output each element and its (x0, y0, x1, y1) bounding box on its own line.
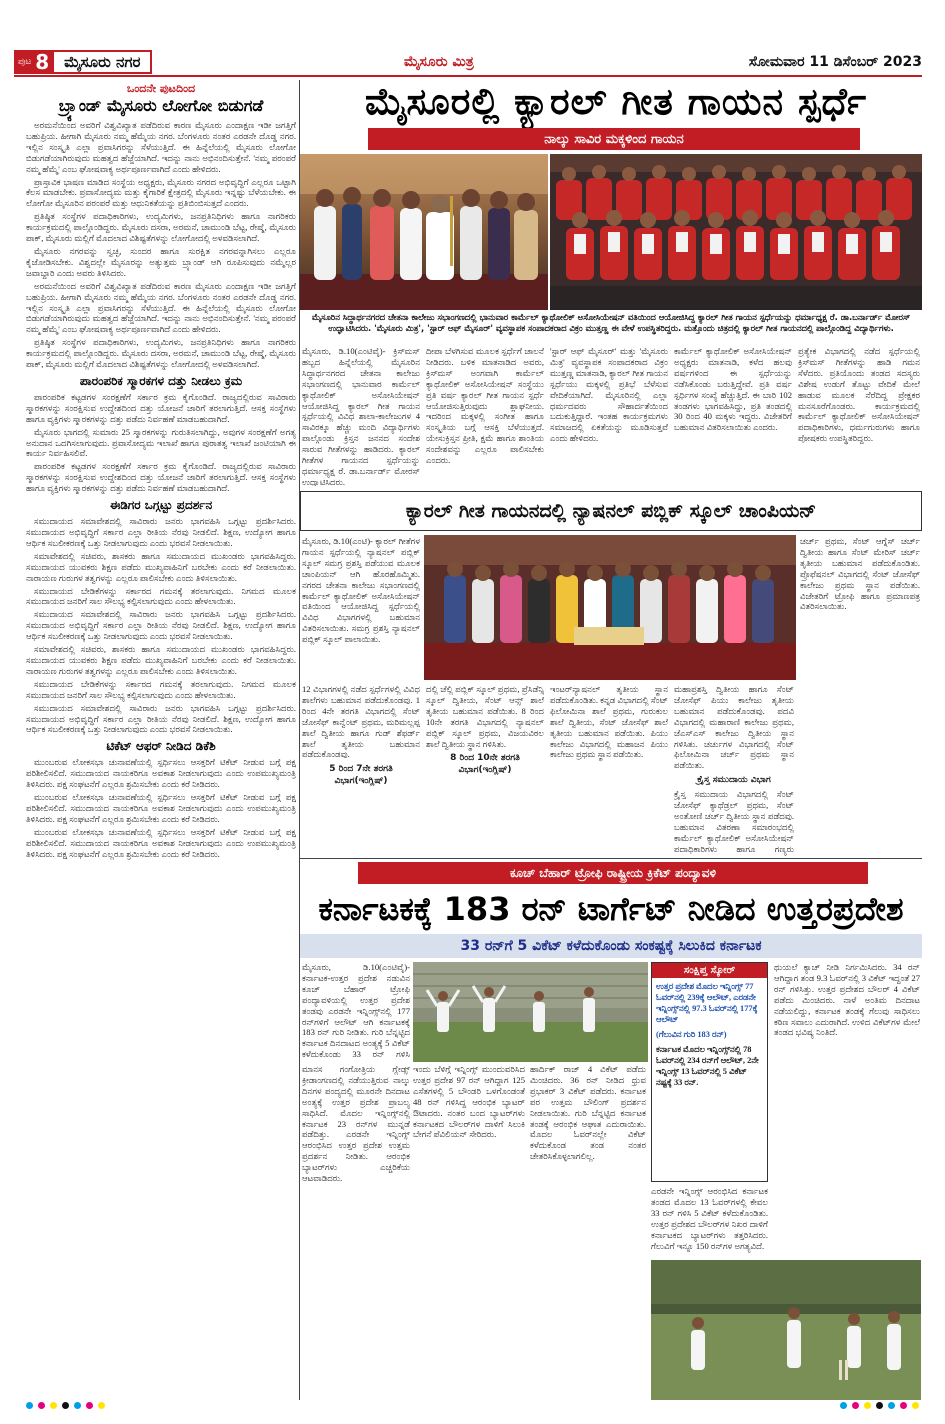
cricket-col-1b: ಮಾನಸ ಗಂಗೋತ್ರಿಯ ಗ್ಲೇಡ್ಸ್ ಕ್ರೀಡಾಂಗಣದಲ್ಲಿ ನಡೆಯುತ್ತಿರುವ ನಾಲ್ಕು ದಿನಗಳ ಪಂದ್ಯದಲ್ಲಿ ಮೂರನೇ ದಿನದಾಟ ಅಂತ್ಯಕ್ಕೆ ಉತ್ತರ ಪ್ರದೇಶ ಪ್ರಾಬಲ್ಯ ಸಾಧಿಸಿದೆ. ಮೊದಲ ಇನ್ನಿಂಗ್ಸ್‌ನಲ್ಲಿ ಕರ್ನಾಟಕ 23 ರನ್‌ಗಳ ಮುನ್ನಡೆ ಪಡೆದಿತ್ತು. ಎರಡನೇ ಇನ್ನಿಂಗ್ಸ್ ಆರಂಭಿಸಿದ ಉತ್ತರ ಪ್ರದೇಶ ಉತ್ತಮ ಪ್ರದರ್ಶನ ನೀಡಿತು. ಆರಂಭಿಕ ಬ್ಯಾಟರ್‌ಗಳು ಎಚ್ಚರಿಕೆಯ ಆಟವಾಡಿದರು. (302, 1064, 410, 1184)
left-headline: ಬ್ರ್ಯಾಂಡ್ ಮೈಸೂರು ಲೋಗೋ ಬಿಡುಗಡೆ (58, 96, 264, 115)
color-dot (26, 1402, 33, 1409)
paragraph: ಸಮಾವೇಶದಲ್ಲಿ ಸಚಿವರು, ಶಾಸಕರು ಹಾಗೂ ಸಮುದಾಯದ ಮುಖಂಡರು ಭಾಗವಹಿಸಿದ್ದರು. ಸಮುದಾಯದ ಯುವಕರು ಶಿಕ್ಷಣ ಪಡೆದು ಮುಖ್ಯವಾಹಿನಿಗೆ ಬರಬೇಕು ಎಂದು ಕರೆ ನೀಡಲಾಯಿತು. ನಾರಾಯಣ ಗುರುಗಳ ತತ್ವಗಳನ್ನು ಎಲ್ಲರೂ ಪಾಲಿಸಬೇಕು ಎಂದು ತಿಳಿಸಲಾಯಿತು. (26, 550, 296, 583)
paragraph: ಮುಂಬರುವ ಲೋಕಸಭಾ ಚುನಾವಣೆಯಲ್ಲಿ ಸ್ಪರ್ಧಿಸಲು ಆಸಕ್ತರಿಗೆ ಟಿಕೆಟ್ ನೀಡುವ ಬಗ್ಗೆ ಪಕ್ಷ ಪರಿಶೀಲಿಸಲಿದೆ. ಸಮುದಾಯದ ನಾಯಕರಿಗೂ ಅವಕಾಶ ನೀಡಲಾಗುವುದು ಎಂದು ಉಪಮುಖ್ಯಮಂತ್ರಿ ತಿಳಿಸಿದರು. ಪಕ್ಷ ಸಂಘಟನೆಗೆ ಎಲ್ಲರೂ ಶ್ರಮಿಸಬೇಕು ಎಂದು ಕರೆ ನೀಡಿದರು. (26, 792, 296, 824)
paragraph: ಸಮಾವೇಶದಲ್ಲಿ ಸಚಿವರು, ಶಾಸಕರು ಹಾಗೂ ಸಮುದಾಯದ ಮುಖಂಡರು ಭಾಗವಹಿಸಿದ್ದರು. ಸಮುದಾಯದ ಯುವಕರು ಶಿಕ್ಷಣ ಪಡೆದು ಮುಖ್ಯವಾಹಿನಿಗೆ ಬರಬೇಕು ಎಂದು ಕರೆ ನೀಡಲಾಯಿತು. ನಾರಾಯಣ ಗುರುಗಳ ತತ್ವಗಳನ್ನು ಎಲ್ಲರೂ ಪಾಲಿಸಬೇಕು ಎಂದು ತಿಳಿಸಲಾಯಿತು. (26, 644, 296, 676)
carol-col-4: ಕಾರ್ಮೆಲ್ ಕ್ಯಾಥೋಲಿಕ್ ಅಸೋಸಿಯೇಷನ್ ಅಧ್ಯಕ್ಷರು ಮಾತನಾಡಿ, ಕಳೆದ ಹಲವು ವರ್ಷಗಳಿಂದ ಈ ಸ್ಪರ್ಧೆಯನ್ನು ನಡೆಸಿಕೊಂಡು ಬರುತ್ತಿದ್ದೇವೆ. ಪ್ರತಿ ವರ್ಷ ಸ್ಪರ್ಧಿಗಳ ಸಂಖ್ಯೆ ಹೆಚ್ಚುತ್ತಿದೆ. ಈ ಬಾರಿ 102 ತಂಡಗಳು ಭಾಗವಹಿಸಿದ್ದು, ಪ್ರತಿ ತಂಡದಲ್ಲಿ 30 ರಿಂದ 40 ಮಕ್ಕಳು ಇದ್ದರು. ವಿಜೇತರಿಗೆ ಬಹುಮಾನ ವಿತರಿಸಲಾಯಿತು ಎಂದರು. (674, 346, 792, 433)
carol-col-3: 'ಸ್ಟಾರ್ ಆಫ್ ಮೈಸೂರ್' ಮತ್ತು 'ಮೈಸೂರು ಮಿತ್ರ' ವ್ಯವಸ್ಥಾಪಕ ಸಂಪಾದಕರಾದ ವಿಕ್ರಂ ಮುತ್ತಣ್ಣ ಮಾತನಾಡಿ, ಕ್ಯಾರಲ್ ಗೀತ ಗಾಯನ ಸ್ಪರ್ಧೆಯು ಮಕ್ಕಳಲ್ಲಿ ಪ್ರತಿಭೆ ಬೆಳೆಸುವ ವೇದಿಕೆಯಾಗಿದೆ. ಮೈಸೂರಿನಲ್ಲಿ ಎಲ್ಲಾ ಧರ್ಮದವರು ಸೌಹಾರ್ದತೆಯಿಂದ ಬದುಕುತ್ತಿದ್ದಾರೆ. ಇಂತಹ ಕಾರ್ಯಕ್ರಮಗಳು ಸಮಾಜದಲ್ಲಿ ಏಕತೆಯನ್ನು ಮೂಡಿಸುತ್ತವೆ ಎಂದು ಹೇಳಿದರು. (550, 346, 668, 444)
color-dot (50, 1402, 57, 1409)
carol-col-5: ಪ್ರತ್ಯೇಕ ವಿಭಾಗದಲ್ಲಿ ನಡೆದ ಸ್ಪರ್ಧೆಯಲ್ಲಿ ಕ್ರಿಸ್‍ಮಸ್ ಗೀತೆಗಳನ್ನು ಹಾಡಿ ಗಮನ ಸೆಳೆದರು. ಪ್ರತಿಯೊಂದು ತಂಡದ ಸದಸ್ಯರು ವಿಶೇಷ ಉಡುಗೆ ತೊಟ್ಟು ವೇದಿಕೆ ಮೇಲೆ ಹಾಡುವ ಮೂಲಕ ನೆರೆದಿದ್ದ ಪ್ರೇಕ್ಷಕರ ಮನಸೂರೆಗೊಂಡರು. ಕಾರ್ಯಕ್ರಮದಲ್ಲಿ ಕಾರ್ಮೆಲ್ ಕ್ಯಾಥೋಲಿಕ್ ಅಸೋಸಿಯೇಷನ್ ಪದಾಧಿಕಾರಿಗಳು, ಧರ್ಮಗುರುಗಳು ಹಾಗೂ ಪೋಷಕರು ಉಪಸ್ಥಿತರಿದ್ದರು. (798, 346, 920, 444)
section-name: ಮೈಸೂರು ನಗರ (54, 50, 152, 74)
inauguration-photo (300, 154, 548, 310)
scoreboard-line (656, 1044, 763, 1088)
page-number: 8 (35, 50, 54, 74)
cricket-subheadline: 33 ರನ್‌ಗೆ 5 ವಿಕೆಟ್ ಕಳೆದುಕೊಂಡು ಸಂಕಷ್ಟಕ್ಕೆ ಸಿಲುಕಿದ ಕರ್ನಾಟಕ (300, 934, 922, 958)
cricket-celebration-photo (413, 962, 648, 1062)
left-subhead-unity: ಈಡಿಗರ ಒಗ್ಗಟ್ಟು ಪ್ರದರ್ಶನ (109, 498, 213, 513)
scoreboard-line (656, 1029, 763, 1040)
color-dot (864, 1402, 871, 1409)
cricket-headline: ಕರ್ನಾಟಕಕ್ಕೆ 183 ರನ್ ಟಾರ್ಗೆಟ್ ನೀಡಿದ ಉತ್ತರಪ್ರದೇಶ (318, 890, 904, 928)
paragraph: ಅರಮನೆಯಿಂದ ಅವರಿಗೆ ವಿಶ್ವವಿಖ್ಯಾತ ಪಡೆದಿರುವ ಕಾರಣ ಮೈಸೂರು ಎಂದಾಕ್ಷಣ ಇಡೀ ಜಗತ್ತಿಗೆ ಬಹುಪ್ರಿಯ. ಹೀಗಾಗಿ ಮೈಸೂರು ನಮ್ಮ ಹೆಮ್ಮೆಯ ನಗರ. ಬೆಂಗಳೂರು ನಂತರ ಎರಡನೇ ದೊಡ್ಡ ನಗರ. ಇಲ್ಲಿನ ಸಂಸ್ಕೃತಿ ಎಲ್ಲಾ ಪ್ರವಾಸಿಗರನ್ನು ಸೆಳೆಯುತ್ತಿದೆ. ಈ ಹಿನ್ನೆಲೆಯಲ್ಲಿ ಮೈಸೂರು ಲೋಗೋ ಬಿಡುಗಡೆಯಾಗಿರುವುದು ಮಹತ್ವದ ಹೆಜ್ಜೆಯಾಗಿದೆ. ಇದನ್ನು ನಾನು ಅಭಿನಂದಿಸುತ್ತೇನೆ. 'ನಮ್ಮ ಪರಂಪರೆ ನಮ್ಮ ಹೆಮ್ಮೆ' ಎಂಬ ಘೋಷವಾಕ್ಯ ಅರ್ಥಪೂರ್ಣವಾಗಿದೆ ಎಂದು ಹೇಳಿದರು. (26, 120, 296, 174)
paragraph: ಮುಂಬರುವ ಲೋಕಸಭಾ ಚುನಾವಣೆಯಲ್ಲಿ ಸ್ಪರ್ಧಿಸಲು ಆಸಕ್ತರಿಗೆ ಟಿಕೆಟ್ ನೀಡುವ ಬಗ್ಗೆ ಪಕ್ಷ ಪರಿಶೀಲಿಸಲಿದೆ. ಸಮುದಾಯದ ನಾಯಕರಿಗೂ ಅವಕಾಶ ನೀಡಲಾಗುವುದು ಎಂದು ಉಪಮುಖ್ಯಮಂತ್ರಿ ತಿಳಿಸಿದರು. ಪಕ್ಷ ಸಂಘಟನೆಗೆ ಎಲ್ಲರೂ ಶ್ರಮಿಸಬೇಕು ಎಂದು ಕರೆ ನೀಡಿದರು. (26, 757, 296, 790)
left-story-body (26, 120, 296, 1400)
champion-col-text: ಮಹಾಪ್ರಶಸ್ತಿ ದ್ವಿತೀಯ ಹಾಗೂ ಸೆಂಟ್ ಜೋಸೆಫ್ ಪಿಯು ಕಾಲೇಜು ತೃತೀಯ ಬಹುಮಾನ ಪಡೆದುಕೊಂಡವು. ಪದವಿ ವಿಭಾಗದಲ್ಲಿ ಮಹಾರಾಣಿ ಕಾಲೇಜು ಪ್ರಥಮ, ಜೆಎಸ್ಎಸ್ ಕಾಲೇಜು ದ್ವಿತೀಯ ಸ್ಥಾನ ಗಳಿಸಿತು. ಚರ್ಚುಗಳ ವಿಭಾಗದಲ್ಲಿ ಸೆಂಟ್ ಫಿಲೋಮಿನಾ ಚರ್ಚ್ ಪ್ರಥಮ ಸ್ಥಾನ ಪಡೆಯಿತು. (674, 684, 794, 771)
cricket-col-2: ಇಂದು ಬೆಳಿಗ್ಗೆ ಇನ್ನಿಂಗ್ಸ್ ಮುಂದುವರಿಸಿದ ಉತ್ತರ ಪ್ರದೇಶ 97 ರನ್ ಆಗಿದ್ದಾಗ 125 ಎಸೆತಗಳಲ್ಲಿ 5 ಬೌಂಡರಿ ಒಳಗೊಂಡಂತೆ 48 ರನ್ ಗಳಿಸಿದ್ದ ಆರಂಭಿಕ ಬ್ಯಾಟರ್ ಔಟಾದರು. ನಂತರ ಬಂದ ಬ್ಯಾಟರ್‌ಗಳು ಕರ್ನಾಟಕದ ಬೌಲರ್‌ಗಳ ದಾಳಿಗೆ ಸಿಲುಕಿ ಬೇಗನೆ ಪೆವಿಲಿಯನ್ ಸೇರಿದರು. (413, 1064, 525, 1140)
color-dot (912, 1402, 919, 1409)
cricket-bowler-photo (651, 1260, 921, 1400)
champion-col-2 (426, 684, 544, 856)
cricket-kicker: ಕೂಚ್ ಬೆಹಾರ್ ಟ್ರೋಫಿ ರಾಷ್ಟ್ರೀಯ ಕ್ರಿಕೆಟ್ ಪಂದ್ಯಾವಳಿ (358, 862, 868, 884)
carol-photo-caption: ಮೈಸೂರಿನ ಸಿದ್ಧಾರ್ಥನಗರದ ಚೇತನಾ ಕಾಲೇಜು ಸಭಾಂಗಣದಲ್ಲಿ ಭಾನುವಾರ ಕಾರ್ಮೆಲ್ ಕ್ಯಾಥೋಲಿಕ್ ಅಸೋಸಿಯೇಷನ್ ವತಿಯಿಂದ ಆಯೋಜಿಸಿದ್ದ ಕ್ಯಾರಲ್ ಗೀತ ಗಾಯನ ಸ್ಪರ್ಧೆಯನ್ನು ಧರ್ಮಾಧ್ಯಕ್ಷ ರೆ. ಡಾ.ಬರ್ನಾರ್ಡ್ ಮೋರಸ್ ಉದ್ಘಾಟಿಸಿದರು. 'ಮೈಸೂರು ಮಿತ್ರ', 'ಸ್ಟಾರ್ ಆಫ್ ಮೈಸೂರ್' ವ್ಯವಸ್ಥಾಪಕ ಸಂಪಾದಕರಾದ ವಿಕ್ರಂ ಮುತ್ತಣ್ಣ ಈ ವೇಳೆ ಉಪಸ್ಥಿತರಿದ್ದರು. ಮತ್ತೊಂದು ಚಿತ್ರದಲ್ಲಿ ಕ್ಯಾರಲ್ ಗೀತ ಗಾಯನದಲ್ಲಿ ಪಾಲ್ಗೊಂಡಿದ್ದ ವಿದ್ಯಾರ್ಥಿಗಳು. (311, 312, 911, 333)
paragraph: ಮೈಸೂರು ನಗರವನ್ನು ಸ್ವಚ್ಛ, ಸುಂದರ ಹಾಗೂ ಸುರಕ್ಷಿತ ನಗರವನ್ನಾಗಿಸಲು ಎಲ್ಲರೂ ಕೈಜೋಡಿಸಬೇಕು. ವಿಶ್ವದಲ್ಲೇ ಮೈಸೂರನ್ನು ಅತ್ಯುತ್ತಮ ಬ್ರ್ಯಾಂಡ್ ಆಗಿ ರೂಪಿಸುವುದು ನಮ್ಮೆಲ್ಲರ ಜವಾಬ್ದಾರಿ ಎಂದು ಅವರು ತಿಳಿಸಿದರು. (26, 245, 296, 278)
left-kicker: ಒಂದನೇ ಪುಟದಿಂದ (126, 82, 196, 95)
paragraph: ಪಾರಂಪರಿಕ ಕಟ್ಟಡಗಳ ಸಂರಕ್ಷಣೆಗೆ ಸರ್ಕಾರ ಕ್ರಮ ಕೈಗೊಂಡಿದೆ. ರಾಜ್ಯದಲ್ಲಿರುವ ಸಾವಿರಾರು ಸ್ಮಾರಕಗಳನ್ನು ಸಂರಕ್ಷಿಸುವ ಉದ್ದೇಶದಿಂದ ದತ್ತು ಯೋಜನೆ ಜಾರಿಗೆ ತರಲಾಗುತ್ತಿದೆ. ಆಸಕ್ತ ಸಂಸ್ಥೆಗಳು ಹಾಗೂ ವ್ಯಕ್ತಿಗಳು ಸ್ಮಾರಕಗಳನ್ನು ದತ್ತು ಪಡೆದು ನಿರ್ವಹಣೆ ಮಾಡಬಹುದಾಗಿದೆ. (26, 461, 296, 494)
paragraph: ಸಮುದಾಯದ ಬೇಡಿಕೆಗಳನ್ನು ಸರ್ಕಾರದ ಗಮನಕ್ಕೆ ತರಲಾಗುವುದು. ನಿಗಮದ ಮೂಲಕ ಸಮುದಾಯದ ಜನರಿಗೆ ಸಾಲ ಸೌಲಭ್ಯ ಕಲ್ಪಿಸಲಾಗುವುದು ಎಂದು ಹೇಳಲಾಯಿತು. (26, 585, 296, 607)
champion-col-text: 12 ವಿಭಾಗಗಳಲ್ಲಿ ನಡೆದ ಸ್ಪರ್ಧೆಗಳಲ್ಲಿ ವಿವಿಧ ಶಾಲೆಗಳು ಬಹುಮಾನ ಪಡೆದುಕೊಂಡವು. 1 ರಿಂದ 4ನೇ ತರಗತಿ ವಿಭಾಗದಲ್ಲಿ ಸೆಂಟ್ ಜೋಸೆಫ್ ಕಾನ್ವೆಂಟ್ ಪ್ರಥಮ, ಮರಿಮಲ್ಲಪ್ಪ ಶಾಲೆ ದ್ವಿತೀಯ ಹಾಗೂ ಗುಡ್ ಶೆಫರ್ಡ್ ಶಾಲೆ ತೃತೀಯ ಬಹುಮಾನ ಪಡೆದುಕೊಂಡವು. (302, 684, 420, 760)
paragraph: ಸಮುದಾಯದ ಸಮಾವೇಶದಲ್ಲಿ ಸಾವಿರಾರು ಜನರು ಭಾಗವಹಿಸಿ ಒಗ್ಗಟ್ಟು ಪ್ರದರ್ಶಿಸಿದರು. ಸಮುದಾಯದ ಅಭಿವೃದ್ಧಿಗೆ ಸರ್ಕಾರ ಎಲ್ಲಾ ರೀತಿಯ ನೆರವು ನೀಡಲಿದೆ. ಶಿಕ್ಷಣ, ಉದ್ಯೋಗ ಹಾಗೂ ಆರ್ಥಿಕ ಸಬಲೀಕರಣಕ್ಕೆ ಒತ್ತು ನೀಡಲಾಗುವುದು ಎಂದು ಭರವಸೆ ನೀಡಲಾಯಿತು. (26, 516, 296, 548)
cricket-col-1 (302, 962, 410, 1062)
champion-right-text: ಚರ್ಚ್ ಪ್ರಥಮ, ಸೆಂಟ್ ಆಗ್ನೆಸ್ ಚರ್ಚ್ ದ್ವಿತೀಯ ಹಾಗೂ ಸೆಂಟ್ ಮೇರಿಸ್ ಚರ್ಚ್ ತೃತೀಯ ಬಹುಮಾನ ಪಡೆದುಕೊಂಡಿತು. ಪ್ರೊಫೆಷನಲ್ ವಿಭಾಗದಲ್ಲಿ ಸೆಂಟ್ ಜೋಸೆಫ್ ಕಾಲೇಜು ಪ್ರಥಮ ಸ್ಥಾನ ಪಡೆಯಿತು. ವಿಜೇತರಿಗೆ ಟ್ರೋಫಿ ಹಾಗೂ ಪ್ರಮಾಣಪತ್ರ ವಿತರಿಸಲಾಯಿತು. (800, 536, 920, 612)
color-dot (98, 1402, 105, 1409)
scoreboard-text: (ಗೆಲುವಿನ ಗುರಿ 183 ರನ್) (656, 1030, 727, 1039)
color-dot (900, 1402, 907, 1409)
cricket-col-3: ಹಾರ್ದಿಕ್ ರಾಜ್ 4 ವಿಕೆಟ್ ಪಡೆದು ಮಿಂಚಿದರು. 36 ರನ್ ನೀಡಿದ ಧ್ರುವ ಪ್ರಭಾಕರ್ 3 ವಿಕೆಟ್ ಪಡೆದರು. ಕರ್ನಾಟಕ ಪರ ಉತ್ತಮ ಬೌಲಿಂಗ್ ಪ್ರದರ್ಶನ ನೀಡಲಾಯಿತು. ಗುರಿ ಬೆನ್ನಟ್ಟಿದ ಕರ್ನಾಟಕ ತಂಡಕ್ಕೆ ಆರಂಭಿಕ ಆಘಾತ ಎದುರಾಯಿತು. ಮೊದಲ ಓವರ್‌ನಲ್ಲೇ ವಿಕೆಟ್ ಕಳೆದುಕೊಂಡ ತಂಡ ನಂತರ ಚೇತರಿಸಿಕೊಳ್ಳಲಾಗಲಿಲ್ಲ. (530, 1064, 646, 1162)
scoreboard-title: ಸಂಕ್ಷಿಪ್ತ ಸ್ಕೋರ್ (652, 963, 767, 978)
color-dot (38, 1402, 45, 1409)
registration-dots-right (840, 1402, 919, 1410)
champion-headline: ಕ್ಯಾರಲ್ ಗೀತ ಗಾಯನದಲ್ಲಿ ನ್ಯಾಷನಲ್ ಪಬ್ಲಿಕ್ ಸ್ಕೂಲ್ ಚಾಂಪಿಯನ್ (300, 491, 922, 531)
paragraph: ಪ್ರತಿಷ್ಠಿತ ಸಂಸ್ಥೆಗಳ ಪದಾಧಿಕಾರಿಗಳು, ಉದ್ಯಮಿಗಳು, ಜನಪ್ರತಿನಿಧಿಗಳು ಹಾಗೂ ನಾಗರಿಕರು ಕಾರ್ಯಕ್ರಮದಲ್ಲಿ ಪಾಲ್ಗೊಂಡಿದ್ದರು. ಮೈಸೂರು ದಸರಾ, ಅರಮನೆ, ಚಾಮುಂಡಿ ಬೆಟ್ಟ, ರೇಷ್ಮೆ, ಮೈಸೂರು ಪಾಕ್, ಮೈಸೂರು ಮಲ್ಲಿಗೆ ಮೊದಲಾದ ವಿಶಿಷ್ಟತೆಗಳನ್ನು ಲೋಗೋದಲ್ಲಿ ಅಳವಡಿಸಲಾಗಿದೆ. (26, 211, 296, 244)
cricket-col-text: ಮೈಸೂರು, ಡಿ.10(ಎಂಟಿವೈ)- ಕರ್ನಾಟಕ-ಉತ್ತರ ಪ್ರದೇಶ ನಡುವಿನ ಕೂಚ್ ಬೆಹಾರ್ ಟ್ರೋಫಿ ಪಂದ್ಯಾವಳಿಯಲ್ಲಿ ಉತ್ತರ ಪ್ರದೇಶ ತಂಡವು ಎರಡನೇ ಇನ್ನಿಂಗ್ಸ್‌ನಲ್ಲಿ 177 ರನ್‌ಗಳಿಗೆ ಆಲೌಟ್ ಆಗಿ ಕರ್ನಾಟಕಕ್ಕೆ 183 ರನ್ ಗುರಿ ನೀಡಿತು. ಗುರಿ ಬೆನ್ನಟ್ಟಿದ ಕರ್ನಾಟಕ ದಿನದಾಟದ ಅಂತ್ಯಕ್ಕೆ 5 ವಿಕೆಟ್ ಕಳೆದುಕೊಂಡು 33 ರನ್ ಗಳಿಸಿ (302, 962, 410, 1060)
color-dot (62, 1402, 69, 1409)
champion-col-text: ಕ್ರೈಸ್ತ ಸಮುದಾಯ ವಿಭಾಗದಲ್ಲಿ ಸೆಂಟ್ ಜೋಸೆಫ್ ಕ್ಯಾಥೆಡ್ರಲ್ ಪ್ರಥಮ, ಸೆಂಟ್ ಅಂತೋಣಿ ಚರ್ಚ್ ದ್ವಿತೀಯ ಸ್ಥಾನ ಪಡೆದವು. ಬಹುಮಾನ ವಿತರಣಾ ಸಮಾರಂಭದಲ್ಲಿ ಕಾರ್ಮೆಲ್ ಕ್ಯಾಥೋಲಿಕ್ ಅಸೋಸಿಯೇಷನ್ ಪದಾಧಿಕಾರಿಗಳು ಹಾಗೂ ಗಣ್ಯರು (674, 789, 794, 854)
color-dot (876, 1402, 883, 1409)
color-dot (86, 1402, 93, 1409)
issue-date: ಸೋಮವಾರ 11 ಡಿಸೆಂಬರ್ 2023 (748, 54, 922, 70)
scoreboard-text: ಉತ್ತರ ಪ್ರದೇಶ ಮೊದಲ ಇನ್ನಿಂಗ್ಸ್ 77 ಓವರ್‌ನಲ್ಲಿ 239ಕ್ಕೆ ಆಲೌಟ್, ಎರಡನೇ ಇನ್ನಿಂಗ್ಸ್‌ನಲ್ಲಿ 97.3 ಓವರ್‌ನಲ್ಲಿ 177ಕ್ಕೆ ಆಲೌಟ್ (656, 982, 758, 1024)
scoreboard-line (656, 981, 763, 1025)
carol-col-2: ದೀಪಾ ಬೆಳಗಿಸುವ ಮೂಲಕ ಸ್ಪರ್ಧೆಗೆ ಚಾಲನೆ ನೀಡಿದರು. ಬಳಿಕ ಮಾತನಾಡಿದ ಅವರು, ಕ್ರಿಸ್‍ಮಸ್ ಅಂಗವಾಗಿ ಕಾರ್ಮೆಲ್ ಕ್ಯಾಥೋಲಿಕ್ ಅಸೋಸಿಯೇಷನ್ ಸಂಸ್ಥೆಯು ಪ್ರತಿ ವರ್ಷ ಕ್ಯಾರಲ್ ಗೀತ ಗಾಯನ ಸ್ಪರ್ಧೆ ಆಯೋಜಿಸುತ್ತಿರುವುದು ಶ್ಲಾಘನೀಯ. ಇದರಿಂದ ಮಕ್ಕಳಲ್ಲಿ ಸಂಗೀತ ಹಾಗೂ ಸಂಸ್ಕೃತಿಯ ಬಗ್ಗೆ ಆಸಕ್ತಿ ಬೆಳೆಯುತ್ತದೆ. ಯೇಸುಕ್ರಿಸ್ತನ ಪ್ರೀತಿ, ಕ್ಷಮೆ ಹಾಗೂ ಶಾಂತಿಯ ಸಂದೇಶವನ್ನು ಎಲ್ಲರೂ ಪಾಲಿಸಬೇಕು ಎಂದರು. (426, 346, 544, 466)
section-divider (300, 858, 922, 859)
masthead-brand: ಮೈಸೂರು ಮಿತ್ರ (404, 54, 474, 70)
paragraph: ಪ್ರಾಸ್ತಾವಿಕ ಭಾಷಣ ಮಾಡಿದ ಸಂಸ್ಥೆಯ ಅಧ್ಯಕ್ಷರು, ಮೈಸೂರು ನಗರದ ಅಭಿವೃದ್ಧಿಗೆ ಎಲ್ಲರೂ ಒಟ್ಟಾಗಿ ಕೆಲಸ ಮಾಡಬೇಕು. ಪ್ರವಾಸೋದ್ಯಮ ಮತ್ತು ಕೈಗಾರಿಕೆ ಕ್ಷೇತ್ರದಲ್ಲಿ ಮೈಸೂರು ಇನ್ನಷ್ಟು ಬೆಳೆಯಬೇಕು. ಈ ಲೋಗೋ ಮೈಸೂರಿನ ಪರಂಪರೆ ಮತ್ತು ಆಧುನಿಕತೆಯನ್ನು ಪ್ರತಿಬಿಂಬಿಸುತ್ತದೆ ಎಂದರು. (26, 176, 296, 209)
carol-headline: ಮೈಸೂರಲ್ಲಿ ಕ್ಯಾರಲ್ ಗೀತ ಗಾಯನ ಸ್ಪರ್ಧೆ (364, 80, 868, 123)
paragraph: ಅರಮನೆಯಿಂದ ಅವರಿಗೆ ವಿಶ್ವವಿಖ್ಯಾತ ಪಡೆದಿರುವ ಕಾರಣ ಮೈಸೂರು ಎಂದಾಕ್ಷಣ ಇಡೀ ಜಗತ್ತಿಗೆ ಬಹುಪ್ರಿಯ. ಹೀಗಾಗಿ ಮೈಸೂರು ನಮ್ಮ ಹೆಮ್ಮೆಯ ನಗರ. ಬೆಂಗಳೂರು ನಂತರ ಎರಡನೇ ದೊಡ್ಡ ನಗರ. ಇಲ್ಲಿನ ಸಂಸ್ಕೃತಿ ಎಲ್ಲಾ ಪ್ರವಾಸಿಗರನ್ನು ಸೆಳೆಯುತ್ತಿದೆ. ಈ ಹಿನ್ನೆಲೆಯಲ್ಲಿ ಮೈಸೂರು ಲೋಗೋ ಬಿಡುಗಡೆಯಾಗಿರುವುದು ಮಹತ್ವದ ಹೆಜ್ಜೆಯಾಗಿದೆ. ಇದನ್ನು ನಾನು ಅಭಿನಂದಿಸುತ್ತೇನೆ. 'ನಮ್ಮ ಪರಂಪರೆ ನಮ್ಮ ಹೆಮ್ಮೆ' ಎಂಬ ಘೋಷವಾಕ್ಯ ಅರ್ಥಪೂರ್ಣವಾಗಿದೆ ಎಂದು ಹೇಳಿದರು. (26, 280, 296, 335)
cricket-col-4: ಎರಡನೇ ಇನ್ನಿಂಗ್ಸ್ ಆರಂಭಿಸಿದ ಕರ್ನಾಟಕ ತಂಡದ ಮೊದಲ 13 ಓವರ್‌ಗಳಲ್ಲಿ ಕೇವಲ 33 ರನ್ ಗಳಿಸಿ 5 ವಿಕೆಟ್ ಕಳೆದುಕೊಂಡಿತು. ಉತ್ತರ ಪ್ರದೇಶದ ಬೌಲರ್‌ಗಳ ನಿಖರ ದಾಳಿಗೆ ಕರ್ನಾಟಕದ ಬ್ಯಾಟರ್‌ಗಳು ತತ್ತರಿಸಿದರು. ಗೆಲುವಿಗೆ ಇನ್ನೂ 150 ರನ್‌ಗಳ ಅಗತ್ಯವಿದೆ. (651, 1186, 768, 1251)
champion-subhead-5-7: 5 ರಿಂದ 7ನೇ ತರಗತಿ ವಿಭಾಗ(ಇಂಗ್ಲಿಷ್) (329, 764, 393, 787)
cricket-col-5: ಥುಯಲೆ ಕ್ಯಾಚ್ ನೀಡಿ ನಿರ್ಗಮಿಸಿದರು. 34 ರನ್ ಆಗಿದ್ದಾಗ ತಂಡ 9.3 ಓವರ್‌ನಲ್ಲಿ 3 ವಿಕೆಟ್ ಇದ್ದಂತೆ 27 ರನ್ ಗಳಿಸಿತ್ತು. ಉತ್ತರ ಪ್ರದೇಶದ ಬೌಲರ್ 4 ವಿಕೆಟ್ ಪಡೆದು ಮಿಂಚಿದರು. ನಾಳೆ ಅಂತಿಮ ದಿನದಾಟ ನಡೆಯಲಿದ್ದು, ಕರ್ನಾಟಕ ತಂಡಕ್ಕೆ ಗೆಲುವು ಸಾಧಿಸಲು ಕಠಿಣ ಸವಾಲು ಎದುರಾಗಿದೆ. ಉಳಿದ ವಿಕೆಟ್‌ಗಳ ಮೇಲೆ ತಂಡದ ಭವಿಷ್ಯ ನಿಂತಿದೆ. (774, 962, 920, 1038)
champion-col-text: ದಲ್ಲಿ ಚೆಲ್ಲಿ ಪಬ್ಲಿಕ್ ಸ್ಕೂಲ್ ಪ್ರಥಮ, ಪ್ರೆಸಿಡೆನ್ಸಿ ಸ್ಕೂಲ್ ದ್ವಿತೀಯ, ಸೆಂಟ್ ಆನ್ಸ್ ಶಾಲೆ ತೃತೀಯ ಬಹುಮಾನ ಪಡೆಯಿತು. 8 ರಿಂದ 10ನೇ ತರಗತಿ ವಿಭಾಗದಲ್ಲಿ ನ್ಯಾಷನಲ್ ಪಬ್ಲಿಕ್ ಸ್ಕೂಲ್ ಪ್ರಥಮ, ವಿಜಯವಿಠಲ ಶಾಲೆ ದ್ವಿತೀಯ ಸ್ಥಾನ ಗಳಿಸಿತು. (426, 684, 544, 749)
paragraph: ಸಮುದಾಯದ ಸಮಾವೇಶದಲ್ಲಿ ಸಾವಿರಾರು ಜನರು ಭಾಗವಹಿಸಿ ಒಗ್ಗಟ್ಟು ಪ್ರದರ್ಶಿಸಿದರು. ಸಮುದಾಯದ ಅಭಿವೃದ್ಧಿಗೆ ಸರ್ಕಾರ ಎಲ್ಲಾ ರೀತಿಯ ನೆರವು ನೀಡಲಿದೆ. ಶಿಕ್ಷಣ, ಉದ್ಯೋಗ ಹಾಗೂ ಆರ್ಥಿಕ ಸಬಲೀಕರಣಕ್ಕೆ ಒತ್ತು ನೀಡಲಾಗುವುದು ಎಂದು ಭರವಸೆ ನೀಡಲಾಯಿತು. (26, 702, 296, 735)
choir-photo (550, 154, 922, 310)
scoreboard-text: ಕರ್ನಾಟಕ ಮೊದಲ ಇನ್ನಿಂಗ್ಸ್‌ನಲ್ಲಿ 78 ಓವರ್‌ನಲ್ಲಿ 234 ರನ್‌ಗೆ ಆಲೌಟ್, 2ನೇ ಇನ್ನಿಂಗ್ಸ್ 13 ಓವರ್‌ನಲ್ಲಿ 5 ವಿಕೆಟ್ ನಷ್ಟಕ್ಕೆ 33 ರನ್. (656, 1045, 759, 1087)
page-label: ಪುಟ (14, 50, 35, 74)
scoreboard-box (651, 962, 768, 1182)
paragraph: ಪ್ರತಿಷ್ಠಿತ ಸಂಸ್ಥೆಗಳ ಪದಾಧಿಕಾರಿಗಳು, ಉದ್ಯಮಿಗಳು, ಜನಪ್ರತಿನಿಧಿಗಳು ಹಾಗೂ ನಾಗರಿಕರು ಕಾರ್ಯಕ್ರಮದಲ್ಲಿ ಪಾಲ್ಗೊಂಡಿದ್ದರು. ಮೈಸೂರು ದಸರಾ, ಅರಮನೆ, ಚಾಮುಂಡಿ ಬೆಟ್ಟ, ರೇಷ್ಮೆ, ಮೈಸೂರು ಪಾಕ್, ಮೈಸೂರು ಮಲ್ಲಿಗೆ ಮೊದಲಾದ ವಿಶಿಷ್ಟತೆಗಳನ್ನು ಲೋಗೋದಲ್ಲಿ ಅಳವಡಿಸಲಾಗಿದೆ. (26, 337, 296, 370)
paragraph: ಪಾರಂಪರಿಕ ಕಟ್ಟಡಗಳ ಸಂರಕ್ಷಣೆಗೆ ಸರ್ಕಾರ ಕ್ರಮ ಕೈಗೊಂಡಿದೆ. ರಾಜ್ಯದಲ್ಲಿರುವ ಸಾವಿರಾರು ಸ್ಮಾರಕಗಳನ್ನು ಸಂರಕ್ಷಿಸುವ ಉದ್ದೇಶದಿಂದ ದತ್ತು ಯೋಜನೆ ಜಾರಿಗೆ ತರಲಾಗುತ್ತಿದೆ. ಆಸಕ್ತ ಸಂಸ್ಥೆಗಳು ಹಾಗೂ ವ್ಯಕ್ತಿಗಳು ಸ್ಮಾರಕಗಳನ್ನು ದತ್ತು ಪಡೆದು ನಿರ್ವಹಣೆ ಮಾಡಬಹುದಾಗಿದೆ. (26, 391, 296, 424)
registration-dots-left (26, 1402, 105, 1410)
left-subhead-heritage: ಪಾರಂಪರಿಕ ಸ್ಮಾರಕಗಳ ದತ್ತು ನೀಡಲು ಕ್ರಮ (79, 373, 243, 388)
champion-col-3: ಇಂಟರ್‌ನ್ಯಾಷನಲ್ ತೃತೀಯ ಸ್ಥಾನ ಪಡೆದುಕೊಂಡಿತು. ಕನ್ನಡ ವಿಭಾಗದಲ್ಲಿ ಸೆಂಟ್ ಫಿಲೋಮಿನಾ ಶಾಲೆ ಪ್ರಥಮ, ಗುರುಕುಲ ಶಾಲೆ ದ್ವಿತೀಯ, ಸೆಂಟ್ ಜೋಸೆಫ್ ಶಾಲೆ ತೃತೀಯ ಬಹುಮಾನ ಪಡೆಯಿತು. ಪಿಯು ಕಾಲೇಜು ವಿಭಾಗದಲ್ಲಿ ಮಹಾಜನ ಪಿಯು ಕಾಲೇಜು ಪ್ರಥಮ ಸ್ಥಾನ ಪಡೆಯಿತು. (550, 684, 668, 760)
color-dot (74, 1402, 81, 1409)
champion-subhead-8-10: 8 ರಿಂದ 10ನೇ ತರಗತಿ ವಿಭಾಗ(ಇಂಗ್ಲಿಷ್) (450, 753, 520, 776)
left-subhead-ticket: ಟಿಕೆಟ್ ಆಫರ್ ನೀಡಿದ ಡಿಕೆಶಿ (106, 739, 216, 754)
carol-subheadline: ನಾಲ್ಕು ಸಾವಿರ ಮಕ್ಕಳಿಂದ ಗಾಯನ (368, 128, 860, 150)
paragraph: ಮುಂಬರುವ ಲೋಕಸಭಾ ಚುನಾವಣೆಯಲ್ಲಿ ಸ್ಪರ್ಧಿಸಲು ಆಸಕ್ತರಿಗೆ ಟಿಕೆಟ್ ನೀಡುವ ಬಗ್ಗೆ ಪಕ್ಷ ಪರಿಶೀಲಿಸಲಿದೆ. ಸಮುದಾಯದ ನಾಯಕರಿಗೂ ಅವಕಾಶ ನೀಡಲಾಗುವುದು ಎಂದು ಉಪಮುಖ್ಯಮಂತ್ರಿ ತಿಳಿಸಿದರು. ಪಕ್ಷ ಸಂಘಟನೆಗೆ ಎಲ್ಲರೂ ಶ್ರಮಿಸಬೇಕು ಎಂದು ಕರೆ ನೀಡಿದರು. (26, 826, 296, 859)
champion-col-1 (302, 684, 420, 856)
prize-group-photo (424, 535, 796, 680)
color-dot (888, 1402, 895, 1409)
champion-left-text: ಮೈಸೂರು, ಡಿ.10(ಎಂಟಿ)- ಕ್ಯಾರಲ್ ಗೀತೆಗಳ ಗಾಯನ ಸ್ಪರ್ಧೆಯಲ್ಲಿ ನ್ಯಾಷನಲ್ ಪಬ್ಲಿಕ್ ಸ್ಕೂಲ್ ಸಮಗ್ರ ಪ್ರಶಸ್ತಿ ಪಡೆಯುವ ಮೂಲಕ ಚಾಂಪಿಯನ್ ಆಗಿ ಹೊರಹೊಮ್ಮಿತು. ನಗರದ ಚೇತನಾ ಕಾಲೇಜು ಸಭಾಂಗಣದಲ್ಲಿ ಕಾರ್ಮೆಲ್ ಕ್ಯಾಥೋಲಿಕ್ ಅಸೋಸಿಯೇಷನ್ ವತಿಯಿಂದ ಆಯೋಜಿಸಿದ್ದ ಸ್ಪರ್ಧೆಯಲ್ಲಿ ವಿವಿಧ ವಿಭಾಗಗಳಲ್ಲಿ ಬಹುಮಾನ ವಿತರಿಸಲಾಯಿತು. ಸಮಗ್ರ ಪ್ರಶಸ್ತಿ ನ್ಯಾಷನಲ್ ಪಬ್ಲಿಕ್ ಸ್ಕೂಲ್ ಪಾಲಾಯಿತು. (302, 536, 420, 645)
color-dot (852, 1402, 859, 1409)
header-rule (14, 75, 922, 77)
page-header (14, 50, 922, 74)
paragraph: ಮೈಸೂರು ಭಾಗದಲ್ಲಿ ಸುಮಾರು 25 ಸ್ಮಾರಕಗಳನ್ನು ಗುರುತಿಸಲಾಗಿದ್ದು, ಅವುಗಳ ಸಂರಕ್ಷಣೆಗೆ ಅಗತ್ಯ ಅನುದಾನ ಒದಗಿಸಲಾಗುವುದು. ಪ್ರವಾಸೋದ್ಯಮ ಇಲಾಖೆ ಹಾಗೂ ಪುರಾತತ್ವ ಇಲಾಖೆ ಜಂಟಿಯಾಗಿ ಈ ಕಾರ್ಯ ನಿರ್ವಹಿಸಲಿವೆ. (26, 426, 296, 459)
color-dot (840, 1402, 847, 1409)
paragraph: ಸಮುದಾಯದ ಸಮಾವೇಶದಲ್ಲಿ ಸಾವಿರಾರು ಜನರು ಭಾಗವಹಿಸಿ ಒಗ್ಗಟ್ಟು ಪ್ರದರ್ಶಿಸಿದರು. ಸಮುದಾಯದ ಅಭಿವೃದ್ಧಿಗೆ ಸರ್ಕಾರ ಎಲ್ಲಾ ರೀತಿಯ ನೆರವು ನೀಡಲಿದೆ. ಶಿಕ್ಷಣ, ಉದ್ಯೋಗ ಹಾಗೂ ಆರ್ಥಿಕ ಸಬಲೀಕರಣಕ್ಕೆ ಒತ್ತು ನೀಡಲಾಗುವುದು ಎಂದು ಭರವಸೆ ನೀಡಲಾಯಿತು. (26, 609, 296, 642)
carol-col-1: ಮೈಸೂರು, ಡಿ.10(ಎಂಟಿವೈ)- ಕ್ರಿಸ್‍ಮಸ್ ಹಬ್ಬದ ಹಿನ್ನೆಲೆಯಲ್ಲಿ ಮೈಸೂರಿನ ಸಿದ್ಧಾರ್ಥನಗರದ ಚೇತನಾ ಕಾಲೇಜು ಸಭಾಂಗಣದಲ್ಲಿ ಭಾನುವಾರ ಕಾರ್ಮೆಲ್ ಕ್ಯಾಥೋಲಿಕ್ ಅಸೋಸಿಯೇಷನ್ ಆಯೋಜಿಸಿದ್ದ ಕ್ಯಾರಲ್ ಗೀತ ಗಾಯನ ಸ್ಪರ್ಧೆಯಲ್ಲಿ ವಿವಿಧ ಶಾಲಾ-ಕಾಲೇಜುಗಳ 4 ಸಾವಿರಕ್ಕೂ ಹೆಚ್ಚು ಮಂದಿ ವಿದ್ಯಾರ್ಥಿಗಳು ಪಾಲ್ಗೊಂಡು ಕ್ರಿಸ್ತನ ಜನನದ ಸಂದೇಶ ಸಾರುವ ಗೀತೆಗಳನ್ನು ಹಾಡಿದರು. ಕ್ಯಾರಲ್ ಗೀತೆಗಳ ಗಾಯನದ ಸ್ಪರ್ಧೆಯನ್ನು ಧರ್ಮಾಧ್ಯಕ್ಷ ರೆ. ಡಾ.ಬರ್ನಾರ್ಡ್ ಮೋರಸ್ ಉದ್ಘಾಟಿಸಿದರು. (302, 346, 420, 486)
paragraph: ಸಮುದಾಯದ ಬೇಡಿಕೆಗಳನ್ನು ಸರ್ಕಾರದ ಗಮನಕ್ಕೆ ತರಲಾಗುವುದು. ನಿಗಮದ ಮೂಲಕ ಸಮುದಾಯದ ಜನರಿಗೆ ಸಾಲ ಸೌಲಭ್ಯ ಕಲ್ಪಿಸಲಾಗುವುದು ಎಂದು ಹೇಳಲಾಯಿತು. (26, 678, 296, 700)
champion-subhead-community: ಕ್ರೈಸ್ತ ಸಮುದಾಯ ವಿಭಾಗ (697, 775, 771, 786)
champion-col-4 (674, 684, 794, 856)
